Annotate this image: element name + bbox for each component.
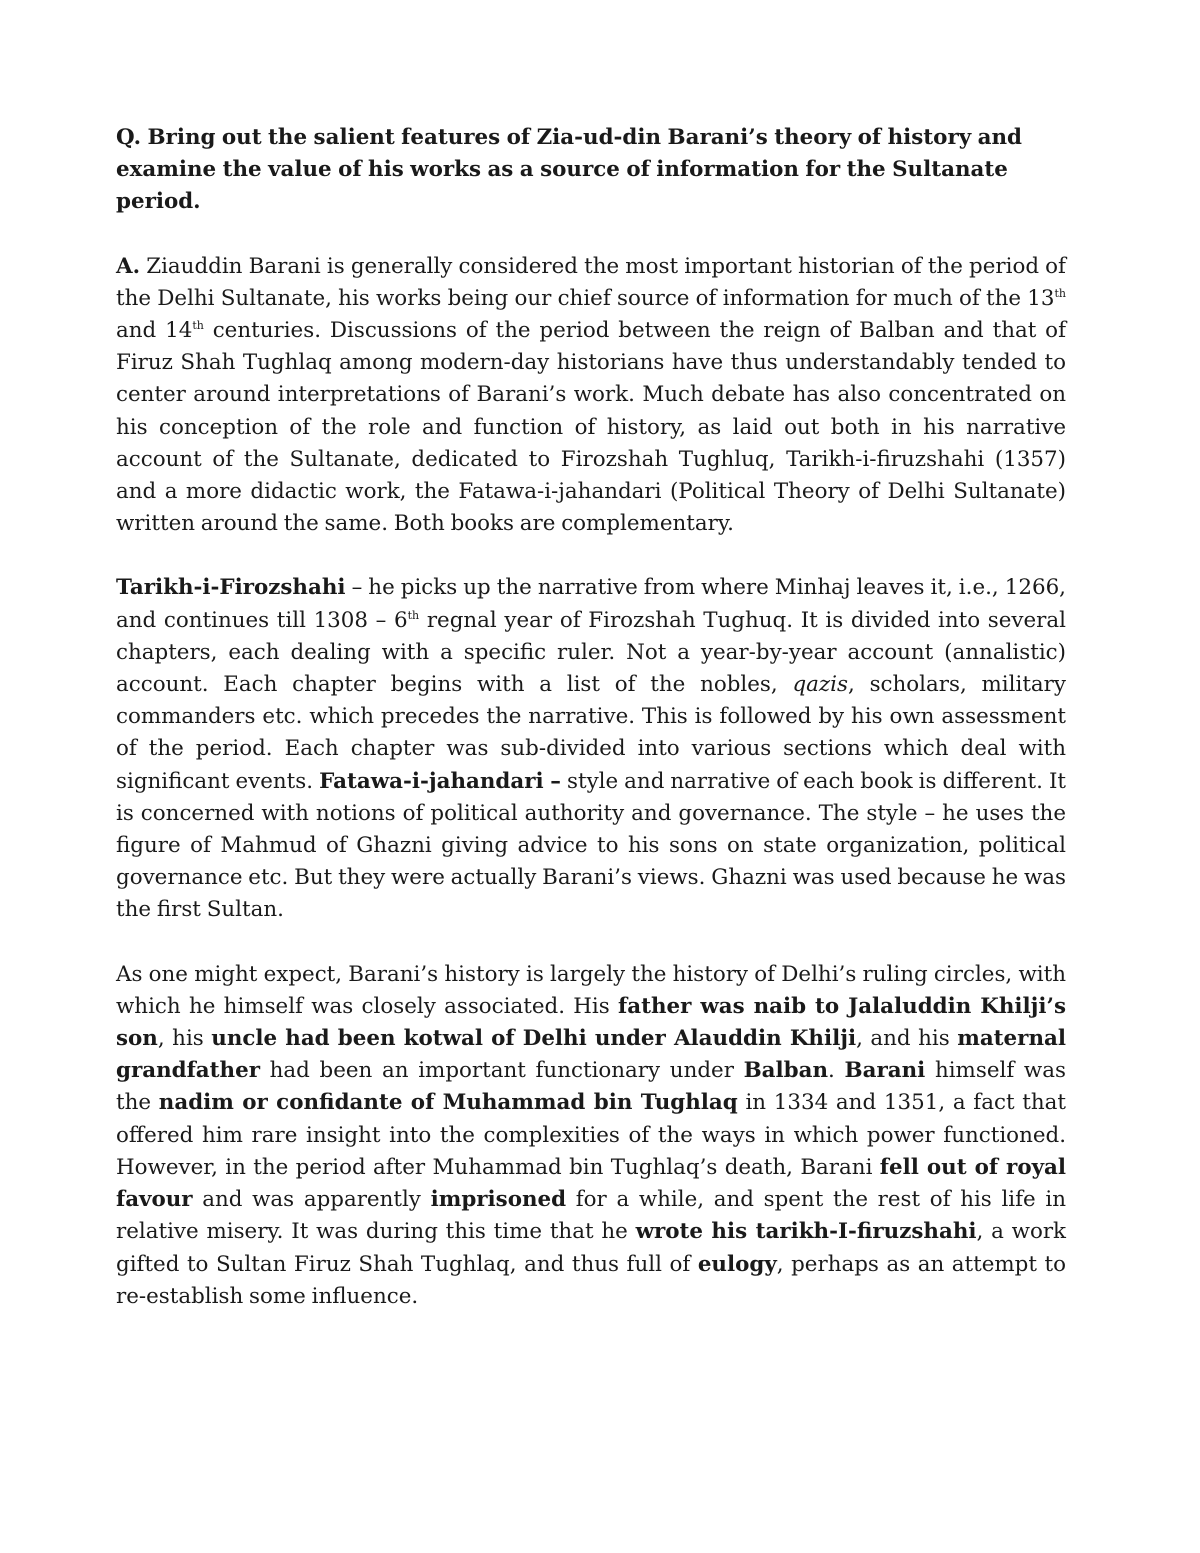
bold-phrase: Barani [844, 1058, 926, 1084]
bold-phrase: wrote his tarikh-I-firuzshahi [635, 1219, 977, 1245]
bold-phrase: imprisoned [430, 1187, 567, 1213]
answer-prefix: A. [116, 253, 141, 279]
context-text: and was apparently [202, 1187, 421, 1213]
context-text: . [828, 1058, 835, 1084]
tarikh-text: style and narrative of each book is different. It is concerned with notions of political authority and governance. The style – he uses the figure of Mahmud of Ghazni giving advice to his sons on state organization, political governance etc. But they were actually Barani’s views. Ghazni was used because he was the first Sultan. [116, 768, 1066, 923]
bold-phrase: father was naib to Jalaluddin Khilji’s son [116, 993, 1066, 1052]
question-paragraph [116, 122, 1066, 219]
tarikh-paragraph [116, 572, 1066, 926]
context-text: , and his [856, 1026, 950, 1052]
italic-term: qazis [792, 672, 849, 698]
context-text: As one might expect, Barani’s history is largely the history of Delhi’s ruling circles, with which he himself was closely associated. His [116, 961, 1066, 1019]
document-page [116, 122, 1066, 1345]
superscript: th [192, 318, 204, 332]
bold-phrase: nadim or confidante of Muhammad bin Tughlaq [158, 1090, 738, 1116]
context-paragraph [116, 959, 1066, 1313]
context-text: had been an important functionary under [269, 1058, 734, 1084]
tarikh-text: , scholars, military commanders etc. which precedes the narrative. This is followed by his own assessment of the period. Each chapter was sub-divided into various sections which deal with significant events. [116, 672, 1066, 794]
bold-phrase: Balban [743, 1058, 829, 1084]
fatawa-heading: Fatawa-i-jahandari – [319, 768, 561, 794]
answer-paragraph [116, 251, 1066, 541]
superscript: th [407, 608, 420, 622]
answer-text: and 14 [116, 318, 193, 344]
question-text: Bring out the salient features of Zia-ud-din Barani’s theory of history and examine the value of his works as a source of information for the Sultanate period. [116, 125, 1022, 215]
context-text: himself was the [116, 1058, 1066, 1116]
context-text: in 1334 and 1351, a fact that offered him rare insight into the complexities of the ways in which power functioned. However, in the period after Muhammad bin Tughlaq’s death, Barani [116, 1090, 1066, 1180]
context-text: , perhaps as an attempt to re-establish some influence. [116, 1251, 1066, 1309]
bold-phrase: eulogy [697, 1251, 777, 1277]
bold-phrase: fell out of royal favour [116, 1154, 1067, 1213]
context-text: , his [157, 1026, 204, 1052]
tarikh-text: regnal year of Firozshah Tughuq. It is divided into several chapters, each dealing with a specific ruler. Not a year-by-year account (annalistic) account. Each chapter begins with a list of the nobles, [116, 607, 1066, 698]
answer-text: centuries. Discussions of the period between the reign of Balban and that of Firuz Shah Tughlaq among modern-day historians have thus understandably tended to center around interpretations of Barani’s work. Much debate has also concentrated on his conception of the role and function of history, as laid out both in his narrative account of the Sultanate, dedicated to Firozshah Tughluq, Tarikh-i-firuzshahi (1357) and a more didactic work, the Fatawa-i-jahandari (Political Theory of Delhi Sultanate) written around the same. Both books are complementary. [116, 318, 1066, 537]
context-text: , a work gifted to Sultan Firuz Shah Tughlaq, and thus full of [116, 1219, 1067, 1277]
answer-text: Ziauddin Barani is generally considered the most important historian of the period of the Delhi Sultanate, his works being our chief source of information for much of the 13 [116, 253, 1066, 311]
question-prefix: Q. [116, 125, 142, 150]
context-text: for a while, and spent the rest of his life in relative misery. It was during this time that he [116, 1187, 1066, 1245]
bold-phrase: maternal grandfather [116, 1026, 1066, 1084]
tarikh-heading: Tarikh-i-Firozshahi [116, 575, 346, 601]
tarikh-text: – he picks up the narrative from where Minhaj leaves it, i.e., 1266, and continues till 1308 – 6 [116, 575, 1066, 633]
superscript: th [1054, 286, 1066, 300]
bold-phrase: uncle had been kotwal of Delhi under Alauddin Khilji [211, 1026, 857, 1052]
